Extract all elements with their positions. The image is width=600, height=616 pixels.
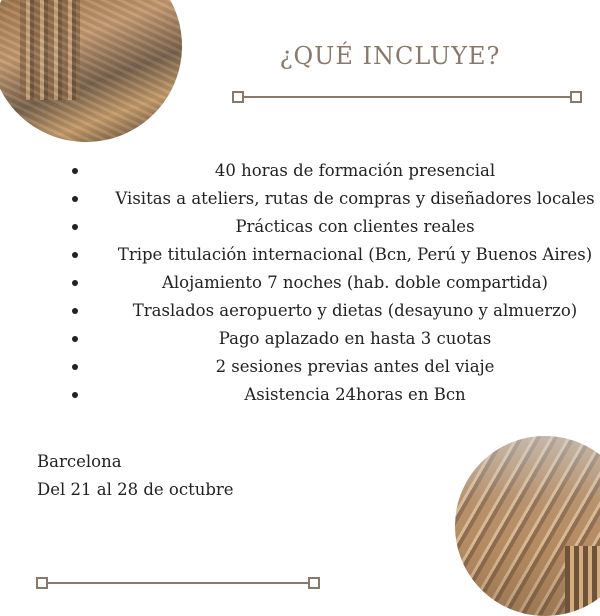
included-items-list <box>60 157 600 409</box>
bullet-icon <box>72 392 78 398</box>
list-item-label: Visitas a ateliers, rutas de compras y diseñadores locales <box>115 189 595 208</box>
bullet-icon <box>72 196 78 202</box>
list-item-label: Asistencia 24horas en Bcn <box>244 385 466 404</box>
location-text: Barcelona <box>37 452 122 471</box>
list-item-label: Alojamiento 7 noches (hab. doble compartida) <box>161 273 548 292</box>
list-item-label: 40 horas de formación presencial <box>214 161 496 180</box>
list-item <box>60 241 600 269</box>
list-item <box>60 381 600 409</box>
divider-cap-left <box>36 577 48 589</box>
list-item <box>60 353 600 381</box>
dates-text: Del 21 al 28 de octubre <box>37 480 234 499</box>
list-item-label: Pago aplazado en hasta 3 cuotas <box>218 329 492 348</box>
page-title: ¿QUÉ INCLUYE? <box>279 42 501 70</box>
divider-cap-right <box>308 577 320 589</box>
list-item-label: Prácticas con clientes reales <box>235 217 475 236</box>
list-item <box>60 325 600 353</box>
list-item <box>60 269 600 297</box>
bullet-icon <box>72 224 78 230</box>
list-item <box>60 297 600 325</box>
bullet-icon <box>72 336 78 342</box>
divider-top <box>238 96 576 98</box>
bullet-icon <box>72 168 78 174</box>
list-item <box>60 213 600 241</box>
divider-bottom <box>42 582 314 584</box>
bullet-icon <box>72 364 78 370</box>
list-item <box>60 185 600 213</box>
barcelona-aerial-photo-bottom <box>455 436 600 616</box>
bullet-icon <box>72 308 78 314</box>
bullet-icon <box>72 252 78 258</box>
divider-cap-right <box>570 91 582 103</box>
bullet-icon <box>72 280 78 286</box>
list-item-label: Tripe titulación internacional (Bcn, Perú y Buenos Aires) <box>117 245 593 264</box>
divider-cap-left <box>232 91 244 103</box>
list-item-label: Traslados aeropuerto y dietas (desayuno y almuerzo) <box>132 301 578 320</box>
barcelona-aerial-photo-top <box>0 0 182 142</box>
list-item <box>60 157 600 185</box>
list-item-label: 2 sesiones previas antes del viaje <box>215 357 495 376</box>
